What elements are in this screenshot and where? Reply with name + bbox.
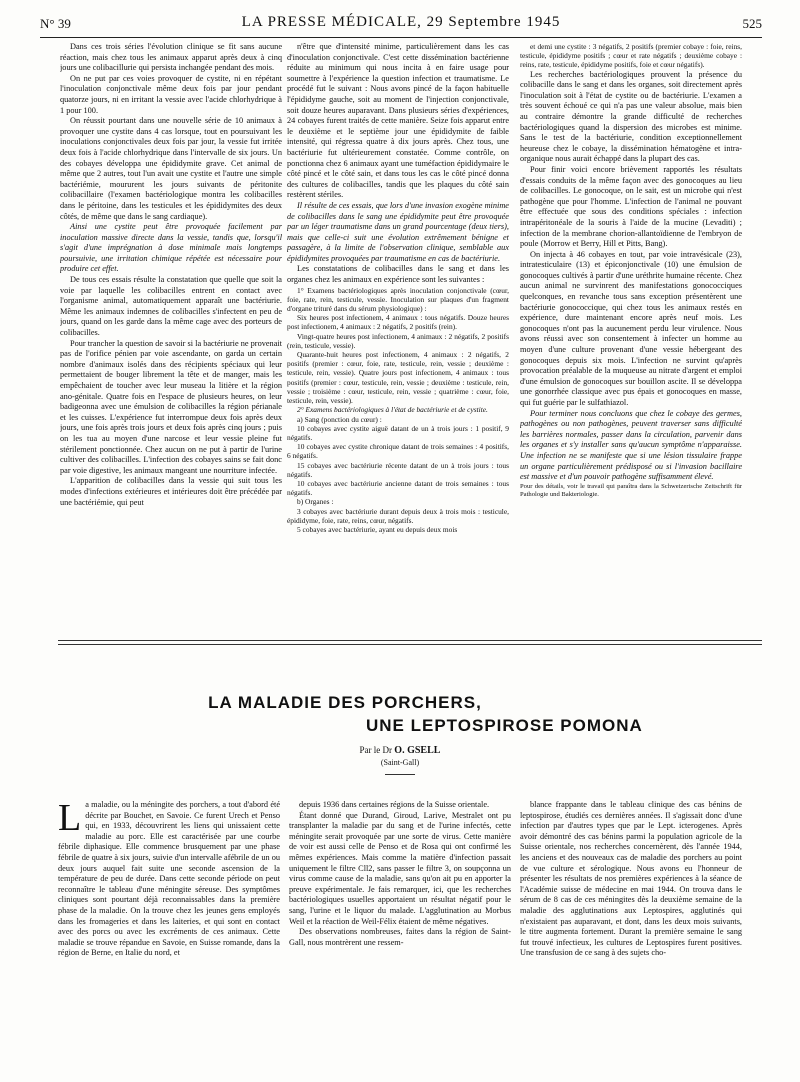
paragraph: L'apparition de colibacilles dans la vessie qui suit tous les modes d'infections extérieures et intérieures doit être précédée par une bactériémie, qui peut — [60, 476, 282, 507]
paragraph: De tous ces essais résulte la constatation que quelle que soit la voie par laquelle les colibacilles entrent en contact avec l'organisme animal, automatiquement apparaît une bactériurie. Même les animaux indemnes de colibacilles s'infectent en peu de jours, quand on les garde dans la même cage avec des porteurs de colibacilles. — [60, 275, 282, 338]
result-item: b) Organes : — [297, 497, 334, 507]
paragraph: Ainsi une cystite peut être provoquée facilement par inoculation massive directe dans la vessie, tandis que, lorsqu'il s'agit d'une imprégnation à dose minimale mais longtemps poursuivie, une irritation chimique répétée est nécessaire pour produire cet effet. — [60, 222, 282, 274]
result-item: 15 cobayes avec bactériurie récente datant de un à trois jours : tous négatifs. — [287, 460, 509, 479]
result-item: 2° Examens bactériologiques à l'état de bactériurie et de cystite. — [297, 405, 488, 415]
result-item: a) Sang (ponction du cœur) : — [297, 414, 382, 424]
article-separator — [58, 644, 762, 645]
author-name: O. GSELL — [394, 745, 441, 756]
drop-cap: L — [58, 800, 82, 839]
issue-number: N° 39 — [40, 16, 71, 31]
running-header — [40, 14, 762, 36]
article-title-line-2: UNE LEPTOSPIROSE POMONA — [366, 716, 643, 735]
result-item: 3 cobayes avec bactériurie durant depuis deux à trois mois : testicule, épididyme, foie, rate, reins, cœur, négatifs. — [287, 506, 509, 525]
top-article-column-3 — [520, 42, 742, 624]
paragraph: Dans ces trois séries l'évolution clinique se fit sans aucune réaction, mais chez tous les animaux apparut après deux à cinq jours une colibacillurie qui persista inchangée pendant des mois. — [60, 42, 282, 73]
result-item: 5 cobayes avec bactériurie, ayant eu depuis deux mois — [297, 524, 458, 534]
article-title-line-1: LA MALADIE DES PORCHERS, — [208, 693, 482, 712]
paragraph: Étant donné que Durand, Giroud, Larive, Mestralet ont pu transplanter la maladie par du sang et de l'urine infectés, cette méningite serait provoquée par une sorte de virus. Cette manière de voir est aussi celle de Penso et de Rosa qui ont confirmé les mêmes expériences. Mais comme la matière d'infection passait uniquement le filtre Cll2, sans passer le filtre 3, on soupçonna un virus comme cause de la maladie, sans qu'on ait pu en apporter la preuve expérimentale. Je fais remarquer, ici, que les recherches bactériologiques usuelles apportaient un résultat négatif pour le sang, l'urine et le liquor du malade. L'agglutination au Morbus Weil et la réaction de Weil-Félix étaient de même négatives. — [289, 810, 511, 926]
paragraph: a maladie, ou la méningite des porchers, a tout d'abord été décrite par Bouchet, en Savoie. Ce furent Urech et Penso qui, en 1933, découvrirent les liens qui unissaient cette maladie au porc. Elle est caractérisée par une courbe fébrile diphasique. Elle commence brusquement par une phase fébrile de quatre à six jours, suivie d'un intervalle afébrile de un ou deux jours auquel fait suite une seconde ascension de la température de peu de durée. Dans cette seconde période on peut reconnaître le tableau d'une méningite séreuse. Des symptômes cliniques sont pourtant déjà reconnaissables dans la première phase de la maladie. On la trouve chez les jeunes gens employés dans les fromageries et dans les laiteries, et qui sont en contact avec des porcs ou avec les excréments de ces animaux. Cette maladie se trouve répandue en Savoie, en Suisse romande, dans la région de Berne, en Italie du nord, et — [58, 800, 280, 958]
footnote: Pour des détails, voir le travail qui paraîtra dans la Schweizerische Zeitschrift für Pathologie und Bakteriologie. — [520, 482, 742, 498]
byline — [0, 745, 800, 756]
result-item: Six heures post infectionem, 4 animaux : tous négatifs. Douze heures post infectionem, 4 animaux : 2 négatifs, 2 positifs (rein). — [287, 313, 509, 332]
paragraph: Pour trancher la question de savoir si la bactériurie ne provenait pas de l'orifice pénien par voie ascendante, on garda un certain nombre d'animaux isolés dans des récipients spéciaux qui leur permettaient de bouger librement la tête et de manger, mais les empêchaient de toucher avec leur museau la litière et la région ano-génitale. Quatre fois en l'espace de plusieurs heures, on leur badigeonna avec une émulsion de colibacilles la région périanale et les cuisses. L'expérience fut interrompue deux fois après deux jours, une fois après trois jours et deux fois après cinq jours ; puis on les tua au moyen d'une narcose et leur vessie pleine fut stérilement ponctionnée. Chez aucun on ne put à partir de l'urine cultiver des colibacilles. L'infection des cobayes sains se fait donc par voie digestive, les animaux mangeant une nourriture infectée. — [60, 338, 282, 475]
author-location: (Saint-Gall) — [380, 758, 420, 767]
result-item: 10 cobayes avec cystite aiguë datant de un à trois jours : 1 positif, 9 négatifs. — [287, 423, 509, 442]
top-article-column-1 — [60, 42, 282, 602]
paragraph: Les recherches bactériologiques prouvent la présence du colibacille dans le sang et dans les organes, soit directement après l'inoculation soit à l'état de cystite ou de bactériurie. L'examen a très souvent échoué ce qui n'a pas une valeur absolue, mais bien au contraire démontre la grande difficulté de recherches bactériologiques quand la dispersion des microbes est minime. Sans le test de la bactériurie, condition exceptionnellement heureuse chez le cobaye, la dissémination hématogène et intra-organique nous aurait échappé dans la plupart des cas. — [520, 69, 742, 164]
paragraph: On réussit pourtant dans une nouvelle série de 10 animaux à provoquer une cystite dans 4 cas lorsque, tout en poursuivant les inoculations conjonctivales deux fois par jour, la vessie fut irritée deux fois à l'acide chlorhydrique dans l'intervalle de six jours. Un des cobayes développa une épididymite grave. Cet animal de même que 2 autres, tout l'un avait une cystite et l'autre une simple bactériémie, moururent les jours suivants de péritonite colibacillaire (l'examen bactériologique montra les colibacilles dans le péritoine, dans les testicules et les épididymites des deux côtés, de même que dans le sang cardiaque). — [60, 116, 282, 221]
article-column-3 — [520, 800, 742, 1082]
page-number: 525 — [742, 16, 762, 31]
title-rule — [385, 774, 415, 775]
paragraph: Les constatations de colibacilles dans le sang et dans les organes chez les animaux en expérience sont les suivantes : — [287, 264, 509, 285]
result-item: 1° Examens bactériologiques après inoculation conjonctivale (cœur, foie, rate, rein, testicule, vessie. Inoculation sur plaques d'un fragment d'organe trituré dans du sérum physiologique) : — [287, 285, 509, 314]
header-rule — [40, 37, 762, 38]
paragraph: On injecta à 46 cobayes en tout, par voie intravésicale (23), intratesticulaire (13) et épiconjonctivale (10) une émulsion de gonocoques cultivés à partir d'une uréthrite humaine récente. Chez aucun animal ne survinrent des manifestations gonococciques quelconques, en revanche tous sans exception présentèrent une bactériurie gonococcique, qui chez tous les animaux restés en expérience, dure maintenant encore après neuf mois. Les gonocoques n'ont pas la aucunement perdu leur virulence. Nous avons réussi avec son consentement à infecter un homme au moyen d'une culture provenant d'une vessie hébergeant des gonocoques depuis six mois. L'infection ne survint qu'après provocation préalable de la muqueuse au nitrate d'argent et emploi d'une émulsion de gonocoques sur bouillon ascite. Il se développa une gonorrhée classique avec pus épais et gonocoques en masse, qui fut guérie par le sulfathiazol. — [520, 249, 742, 408]
result-item: 10 cobayes avec bactériurie ancienne datant de trois semaines : tous négatifs. — [287, 478, 509, 498]
article-column-2 — [289, 800, 511, 1082]
journal-title: LA PRESSE MÉDICALE, 29 Septembre 1945 — [241, 14, 561, 30]
top-article-column-2 — [287, 42, 509, 624]
paragraph: Il résulte de ces essais, que lors d'une invasion exogène minime de colibacilles dans le sang une épididymite peut être provoquée par un léger traumatisme dans un grand pourcentage (deux tiers), mais que celle-ci suit une évolution extrêmement bénigne et passagère, à la limite de l'observation clinique, semblable aux épididymites provoquées par traumatisme en cas de bactériurie. — [287, 200, 509, 263]
result-item: Quarante-huit heures post infectionem, 4 animaux : 2 négatifs, 2 positifs (premier : cœur, foie, rate, testicule, rein, vessie ; deuxième : testicule, rein, vessie). Quatre jours post infectionem, 4 animaux : tous positifs (premier : cœur, testicule, rein, vessie ; deuxième : testicule, rein, vessie ; troisième : cœur, testicule, rein, vessie ; quatrième : cœur, foie, testicule, rein, vessie). — [287, 350, 509, 406]
result-item: Vingt-quatre heures post infectionem, 4 animaux : 2 négatifs, 2 positifs (rein, testicule, vessie). — [287, 331, 509, 350]
byline-prefix: Par le Dr — [359, 745, 393, 755]
paragraph: Des observations nombreuses, faites dans la région de Saint-Gall, nous montrèrent une ressem- — [289, 927, 511, 947]
paragraph: blance frappante dans le tableau clinique des cas bénins de leptospirose, étudiés ces dernières années. Il s'agissait donc d'une infection par d'autres types que par le Lept. icterogenes. Après avoir démontré des cas bénins parmi la population agricole de la Suisse orientale, nos recherches concernèrent, dès l'année 1944, les anciens et des nouveaux cas de maladie des porchers au point de vue culture et sérologique. Nous avons eu l'honneur de présenter les résultats de nos premières expériences à la séance de l'Académie suisse de médecine en mai 1944. On trouva dans le sérum de 8 cas de ces méningites dès la deuxième semaine de la maladie des agglutinations aux Leptospires, agglutinés qui n'existaient pas auparavant, et dont, dans les deux mois suivants, le titre augmenta fortement. Durant la première semaine le sang fut trouvé infectieux, les cultures de Leptospires furent positives. Une transfusion de ce sang à des sujets cho- — [520, 800, 742, 958]
paragraph: On ne put par ces voies provoquer de cystite, ni en répétant l'inoculation conjonctivale même deux fois par jour pendant quatorze jours, ni en irritant la vessie avec l'acide chlorhydrique à 1 pour 100. — [60, 73, 282, 115]
result-item: 10 cobayes avec cystite chronique datant de trois semaines : 4 positifs, 6 négatifs. — [287, 442, 509, 461]
article-separator — [58, 640, 762, 641]
article-column-1 — [58, 800, 280, 1082]
paragraph: depuis 1936 dans certaines régions de la Suisse orientale. — [299, 800, 490, 809]
paragraph: Pour finir voici encore brièvement rapportés les résultats d'essais conduits de la même façon avec des gonocoques au lieu de colibacilles. Le gonocoque, on le sait, est un microbe qui n'est pathogène que pour l'homme. L'infection de l'animal ne pouvant être effectuée que sous des conditions spéciales : infection intrapéritonéale de la souris à l'aide de la mucine (Levaditi) ; infection de la membrane chorion-allantoïdienne de l'embryon de poule (Morrow et Berry, Hill et Pitts, Bang). — [520, 164, 742, 249]
conclusion-paragraph: Pour terminer nous concluons que chez le cobaye des germes, pathogènes ou non pathogènes, peuvent traverser sans difficulté les barrières normales, passer dans la circulation, parvenir dans les organes et s'y installer sans qu'aucun symptôme n'apparaisse. Une infection ne se manifeste que si une lésion tissulaire frappe un organe particulièrement prédisposé ou si l'invasion bacillaire est massive et d'un pouvoir pathogène suffisamment élevé. — [520, 408, 742, 482]
paragraph: n'être que d'intensité minime, particulièrement dans les cas d'inoculation conjonctivale. C'est cette dissémination bactérienne réduite au minimum qui nous incita à en faire usage pour soumettre à l'expérience la question infection et traumatisme. Le procédé fut le suivant : Nous avons pincé de la façon habituelle l'épididyme gauche, soit au moment de l'injection conjonctivale, soit douze heures auparavant. Dans plusieurs séries d'expériences, 24 cobayes furent traités de cette manière. Seize fois apparut entre le deuxième et le septième jour une épididymite de faible intensité, qui régressa quatre à dix jours après. Chez tous, une bactériurie fut ultérieurement constatée. Comme contrôle, on ponctionna chez 6 animaux ayant une tuméfaction épididymaire le côté pincé et le côté sain, et dans tous les cas le côté pincé donna des cultures de colibacilles, tandis que les plaques du côté sain restèrent stériles. — [287, 42, 509, 200]
result-item: et demi une cystite : 3 négatifs, 2 positifs (premier cobaye : foie, reins, testicule, épididyme positifs ; cœur et rate négatifs ; deuxième cobaye : reins, rate, testicule, épididyme positifs, foie et cœur négatifs). — [520, 42, 742, 70]
